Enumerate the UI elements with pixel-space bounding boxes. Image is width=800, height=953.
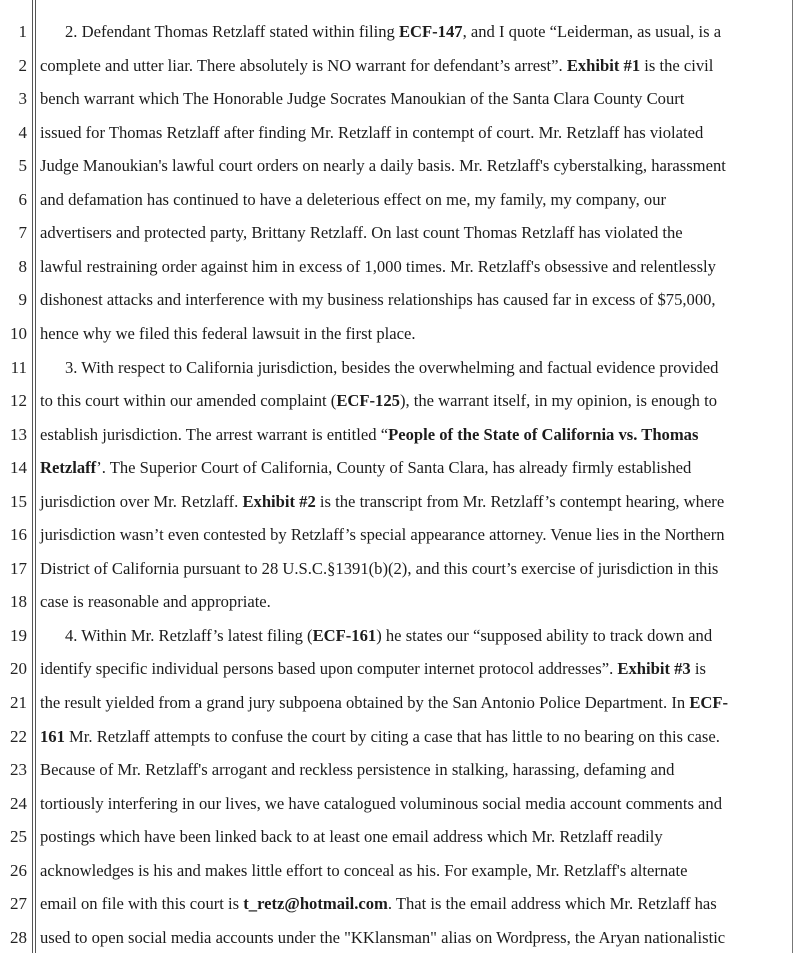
text-line — [40, 324, 416, 344]
text-segment: used to open social media accounts under the "KKlansman" alias on Wordpress, the Aryan nationalistic — [40, 927, 726, 947]
text-line — [40, 358, 718, 378]
line-number: 28 — [10, 927, 27, 947]
text-segment: . That is the email address which Mr. Retzlaff has — [387, 894, 717, 914]
text-segment: email on file with this court is — [40, 894, 244, 914]
text-segment: acknowledges is his and makes little effort to conceal as his. For example, Mr. Retzlaff's alternate — [40, 860, 688, 880]
bold-text: Retzlaff — [40, 458, 97, 478]
bold-text: Exhibit #2 — [242, 491, 316, 511]
line-number: 14 — [10, 458, 27, 478]
bold-text: ECF- — [689, 693, 729, 712]
line-number: 8 — [18, 256, 27, 276]
text-segment: is the civil — [640, 55, 714, 75]
text-line — [40, 894, 717, 914]
text-segment: 2. Defendant Thomas Retzlaff stated within filing — [65, 22, 399, 41]
text-line — [40, 760, 674, 780]
bold-text: 161 — [40, 726, 65, 746]
text-segment: 3. With respect to California jurisdiction, besides the overwhelming and factual evidence provided — [65, 357, 719, 377]
line-number: 15 — [10, 491, 27, 511]
line-number: 26 — [10, 860, 27, 880]
text-line — [40, 190, 666, 210]
text-segment: is the transcript from Mr. Retzlaff’s contempt hearing, where — [315, 491, 725, 511]
line-number: 21 — [10, 693, 27, 712]
text-line — [40, 827, 663, 847]
text-line — [40, 693, 728, 713]
bold-text: t_retz@hotmail.com — [243, 894, 388, 914]
line-number: 10 — [10, 323, 27, 343]
text-segment: dishonest attacks and interference with my business relationships has caused far in excess of $75,000, — [40, 290, 716, 310]
text-segment: ’. The Superior Court of California, County of Santa Clara, has already firmly established — [96, 458, 692, 478]
text-line — [40, 156, 726, 176]
line-number: 12 — [10, 391, 27, 411]
line-number: 25 — [10, 827, 27, 847]
margin-rule-left-inner — [35, 0, 36, 953]
text-line — [40, 56, 713, 76]
text-segment: Because of Mr. Retzlaff's arrogant and reckless persistence in stalking, harassing, defaming and — [40, 760, 675, 780]
text-line — [40, 123, 703, 143]
text-segment: advertisers and protected party, Brittany Retzlaff. On last count Thomas Retzlaff has violated the — [40, 223, 683, 243]
line-number: 22 — [10, 726, 27, 746]
text-segment: hence why we filed this federal lawsuit in the first place. — [40, 323, 416, 343]
text-segment: Mr. Retzlaff attempts to confuse the court by citing a case that has little to no bearing on this case. — [64, 726, 720, 746]
line-number: 2 — [18, 55, 27, 75]
line-number: 17 — [10, 558, 27, 578]
line-number: 16 — [10, 525, 27, 545]
line-number: 6 — [18, 189, 27, 209]
text-line — [40, 425, 698, 445]
text-segment: case is reasonable and appropriate. — [40, 592, 271, 612]
line-number: 9 — [18, 290, 27, 310]
text-segment: identify specific individual persons based upon computer internet protocol addresses”. — [40, 659, 618, 679]
text-line — [40, 559, 718, 579]
text-line — [40, 290, 716, 310]
text-line — [40, 89, 684, 109]
text-line — [40, 626, 712, 646]
bold-text: ECF-125 — [336, 391, 400, 411]
bold-text: Exhibit #3 — [617, 659, 691, 679]
text-line — [40, 492, 724, 512]
line-number: 3 — [18, 89, 27, 109]
text-segment: jurisdiction wasn’t even contested by Retzlaff’s special appearance attorney. Venue lies in the Northern — [40, 525, 725, 545]
text-segment: Judge Manoukian's lawful court orders on nearly a daily basis. Mr. Retzlaff's cyberstalking, harassment — [40, 156, 726, 176]
line-number: 4 — [18, 122, 27, 142]
line-number: 13 — [10, 424, 27, 444]
text-segment: ) he states our “supposed ability to track down and — [376, 625, 713, 645]
text-segment: tortiously interfering in our lives, we have catalogued voluminous social media account comments and — [40, 793, 723, 813]
margin-rule-right — [792, 0, 793, 953]
text-line — [40, 458, 691, 478]
text-line — [40, 525, 725, 545]
text-line — [40, 928, 725, 948]
text-line — [40, 22, 721, 42]
text-line — [40, 592, 271, 612]
text-segment: issued for Thomas Retzlaff after finding Mr. Retzlaff in contempt of court. Mr. Retzlaff has violated — [40, 122, 704, 142]
text-segment: , and I quote “Leiderman, as usual, is a — [462, 22, 722, 41]
text-line — [40, 794, 722, 814]
line-number: 19 — [10, 625, 27, 645]
text-line — [40, 861, 688, 881]
margin-rule-left-outer — [32, 0, 33, 953]
bold-text: ECF-147 — [398, 22, 463, 41]
text-segment: complete and utter liar. There absolutely is NO warrant for defendant’s arrest”. — [40, 55, 567, 75]
text-segment: 4. Within Mr. Retzlaff’s latest filing ( — [65, 625, 313, 645]
line-number: 18 — [10, 592, 27, 612]
text-segment: to this court within our amended complaint ( — [40, 391, 337, 411]
text-line — [40, 223, 683, 243]
line-number: 27 — [10, 894, 27, 914]
text-segment: is — [690, 659, 706, 679]
bold-text: Exhibit #1 — [566, 55, 641, 75]
text-line — [40, 257, 716, 277]
line-number: 1 — [18, 22, 27, 41]
line-number: 23 — [10, 760, 27, 780]
line-number: 5 — [18, 156, 27, 176]
text-segment: the result yielded from a grand jury subpoena obtained by the San Antonio Police Department. In — [40, 693, 690, 712]
text-line — [40, 391, 717, 411]
text-segment: jurisdiction over Mr. Retzlaff. — [40, 491, 243, 511]
text-segment: postings which have been linked back to at least one email address which Mr. Retzlaff readily — [40, 827, 663, 847]
text-segment: District of California pursuant to 28 U.S.C.§1391(b)(2), and this court’s exercise of jurisdiction in this — [40, 558, 719, 578]
bold-text: ECF-161 — [312, 625, 377, 645]
text-line — [40, 727, 720, 747]
text-segment: bench warrant which The Honorable Judge Socrates Manoukian of the Santa Clara County Court — [40, 89, 685, 109]
bold-text: People of the State of California vs. Thomas — [388, 424, 699, 444]
line-number: 24 — [10, 793, 27, 813]
text-segment: lawful restraining order against him in excess of 1,000 times. Mr. Retzlaff's obsessive and relentlessly — [40, 256, 716, 276]
text-segment: ), the warrant itself, in my opinion, is enough to — [399, 391, 718, 411]
line-number: 7 — [18, 223, 27, 243]
line-number: 20 — [10, 659, 27, 679]
line-number: 11 — [10, 357, 27, 377]
text-segment: establish jurisdiction. The arrest warrant is entitled “ — [40, 424, 389, 444]
text-line — [40, 659, 706, 679]
text-segment: and defamation has continued to have a deleterious effect on me, my family, my company, our — [40, 189, 667, 209]
